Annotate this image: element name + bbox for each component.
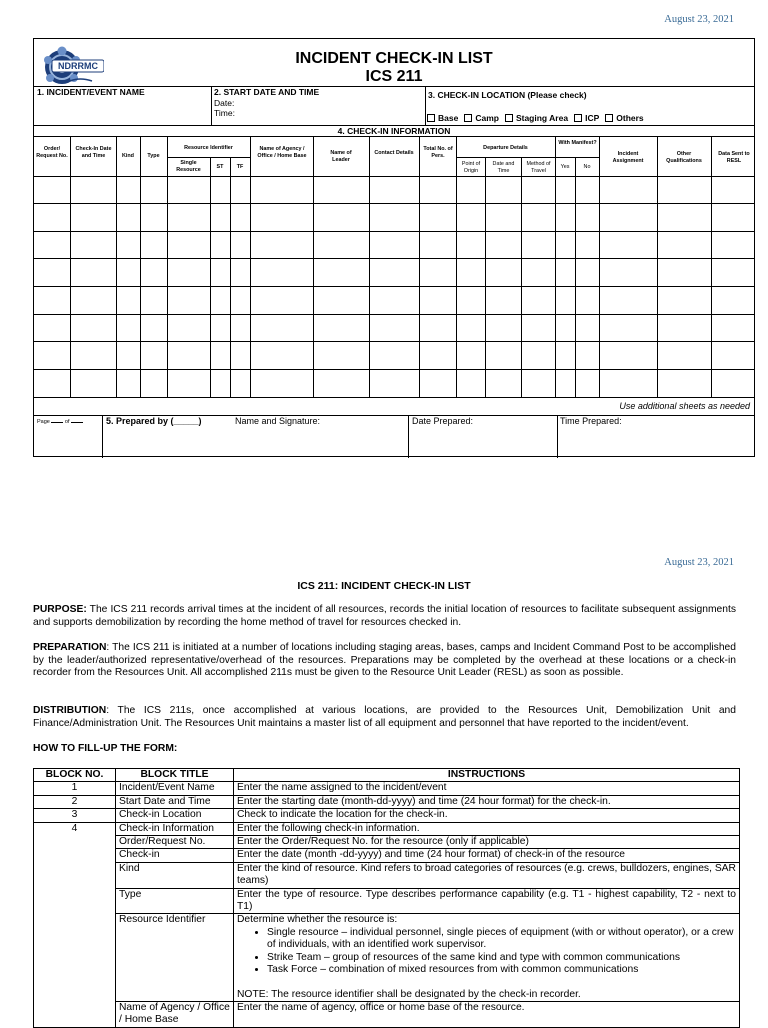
table-row: Order/Request No. Enter the Order/Request No. for the resource (only if applicable) xyxy=(34,836,740,849)
checkbox-base[interactable] xyxy=(427,114,435,122)
checkbox-icp[interactable] xyxy=(574,114,582,122)
header-resl: Data Sent to RESL xyxy=(718,151,750,164)
header-assignment: Incident Assignment xyxy=(612,151,644,164)
time-label: Time: xyxy=(214,108,235,118)
preparation-paragraph: PREPARATION: The ICS 211 is initiated at a number of locations including staging areas, bases, camps and Incident Command Post to be accomplished by the leader/authorized representative/overhead of the resources. Preparations may be completed by the overhead at these locations or a check-in recorder from the Resources Unit. All accomplished 211s must be given to the Resource Unit Leader (RESL) as soon as possible. xyxy=(33,642,736,679)
logo-text: NDRRMC xyxy=(58,61,98,71)
header-st: ST xyxy=(216,164,224,170)
location-checkboxes: Base Camp Staging Area ICP Others xyxy=(427,113,644,123)
page-date: August 23, 2021 xyxy=(664,14,734,25)
block3-label: 3. CHECK-IN LOCATION (Please check) xyxy=(428,90,587,100)
form-title: INCIDENT CHECK-IN LIST xyxy=(295,50,493,67)
ics211-form xyxy=(33,38,755,457)
header-order: Order/ Request No. xyxy=(36,146,68,159)
header-kind: Kind xyxy=(122,153,134,159)
instructions-table xyxy=(33,768,740,1028)
table-header-row xyxy=(34,769,740,782)
purpose-paragraph: PURPOSE: The ICS 211 records arrival times at the incident of all resources, records the initial location of resources to facilitate subsequent assignments and supports demobilization by recording the home method of travel for resources checked in. xyxy=(33,604,736,628)
header-agency: Name of Agency / Office / Home Base xyxy=(257,146,307,159)
page-date-2: August 23, 2021 xyxy=(664,557,734,568)
table-row: Kind Enter the kind of resource. Kind refers to broad categories of resources (e.g. crews, bulldozers, engines, SAR teams) xyxy=(34,862,740,888)
header-yes: Yes xyxy=(560,164,570,170)
th-block-title: BLOCK TITLE xyxy=(116,769,234,782)
table-row: Type Enter the type of resource. Type describes performance capability (e.g. T1 - highest capability, T2 - next to T1) xyxy=(34,888,740,914)
table-row: Resource Identifier Determine whether the resource is: • Single resource – individual personnel, single pieces of equipment (with or without operator), or a crew of individuals, with an identified work supervisor. • Strike Team – group of resources of the same kind and type with common communications • Task Force – combination of mixed resources from with common communications NOTE: The resource identifier shall be designated by the check-in recorder. xyxy=(34,914,740,1001)
block2-label: 2. START DATE AND TIME xyxy=(214,87,320,97)
table-row: Name of Agency / Office / Home Base Enter the name of agency, office or home base of the resource. xyxy=(34,1001,740,1027)
name-signature-label: Name and Signature: xyxy=(235,416,321,426)
time-prepared-label: Time Prepared: xyxy=(560,416,622,426)
header-manifest: With Manifest? xyxy=(558,140,597,146)
header-total: Total No. of Pers. xyxy=(423,146,453,159)
header-datetime: Date and Time xyxy=(492,161,515,174)
checkbox-staging-area[interactable] xyxy=(505,114,513,122)
table-row: 4 Check-in Information Enter the following check-in information. xyxy=(34,822,740,835)
checkbox-others[interactable] xyxy=(605,114,613,122)
page-number-field: Page of xyxy=(37,419,83,425)
header-departure: Departure Details xyxy=(483,145,528,151)
header-qualifications: Other Qualifications xyxy=(666,151,702,164)
form-subtitle: ICS 211 xyxy=(365,68,423,85)
th-block-no: BLOCK NO. xyxy=(34,769,116,782)
th-instructions: INSTRUCTIONS xyxy=(234,769,740,782)
date-label: Date: xyxy=(214,98,235,108)
header-tf: TF xyxy=(236,164,244,170)
table-row: 2 Start Date and Time Enter the starting date (month-dd-yyyy) and time (24 hour format) for the check-in. xyxy=(34,795,740,808)
header-resource-identifier: Resource Identifier xyxy=(184,145,233,151)
checkbox-camp[interactable] xyxy=(464,114,472,122)
block1-label: 1. INCIDENT/EVENT NAME xyxy=(37,87,145,97)
header-leader: Name of Leader xyxy=(330,150,352,163)
header-no: No xyxy=(583,164,591,170)
table-row: Check-in Enter the date (month -dd-yyyy) and time (24 hour format) of check-in of the resource xyxy=(34,849,740,862)
distribution-paragraph: DISTRIBUTION: The ICS 211s, once accomplished at various locations, are provided to the Resources Unit, Demobilization Unit and Finance/Administration Unit. The Resources Unit maintains a master list of all equipment and personnel that have reported to the incident/event. xyxy=(33,705,736,729)
block4-label: 4. CHECK-IN INFORMATION xyxy=(337,126,451,136)
header-single-resource: Single Resource xyxy=(176,160,201,173)
instructions-title: ICS 211: INCIDENT CHECK-IN LIST xyxy=(297,580,471,592)
header-method: Method of Travel xyxy=(526,161,551,174)
header-checkin: Check-In Date and Time xyxy=(75,146,112,159)
header-type: Type xyxy=(147,153,160,159)
date-prepared-label: Date Prepared: xyxy=(412,416,474,426)
additional-sheets-note: Use additional sheets as needed xyxy=(619,401,750,411)
table-row: 3 Check-in Location Check to indicate the location for the check-in. xyxy=(34,809,740,822)
header-origin: Point of Origin xyxy=(461,161,481,174)
table-row: 1 Incident/Event Name Enter the name assigned to the incident/event xyxy=(34,782,740,795)
howto-heading: HOW TO FILL-UP THE FORM: xyxy=(33,743,178,754)
header-contact: Contact Details xyxy=(374,150,414,156)
block5-label: 5. Prepared by (_____) xyxy=(106,416,202,426)
